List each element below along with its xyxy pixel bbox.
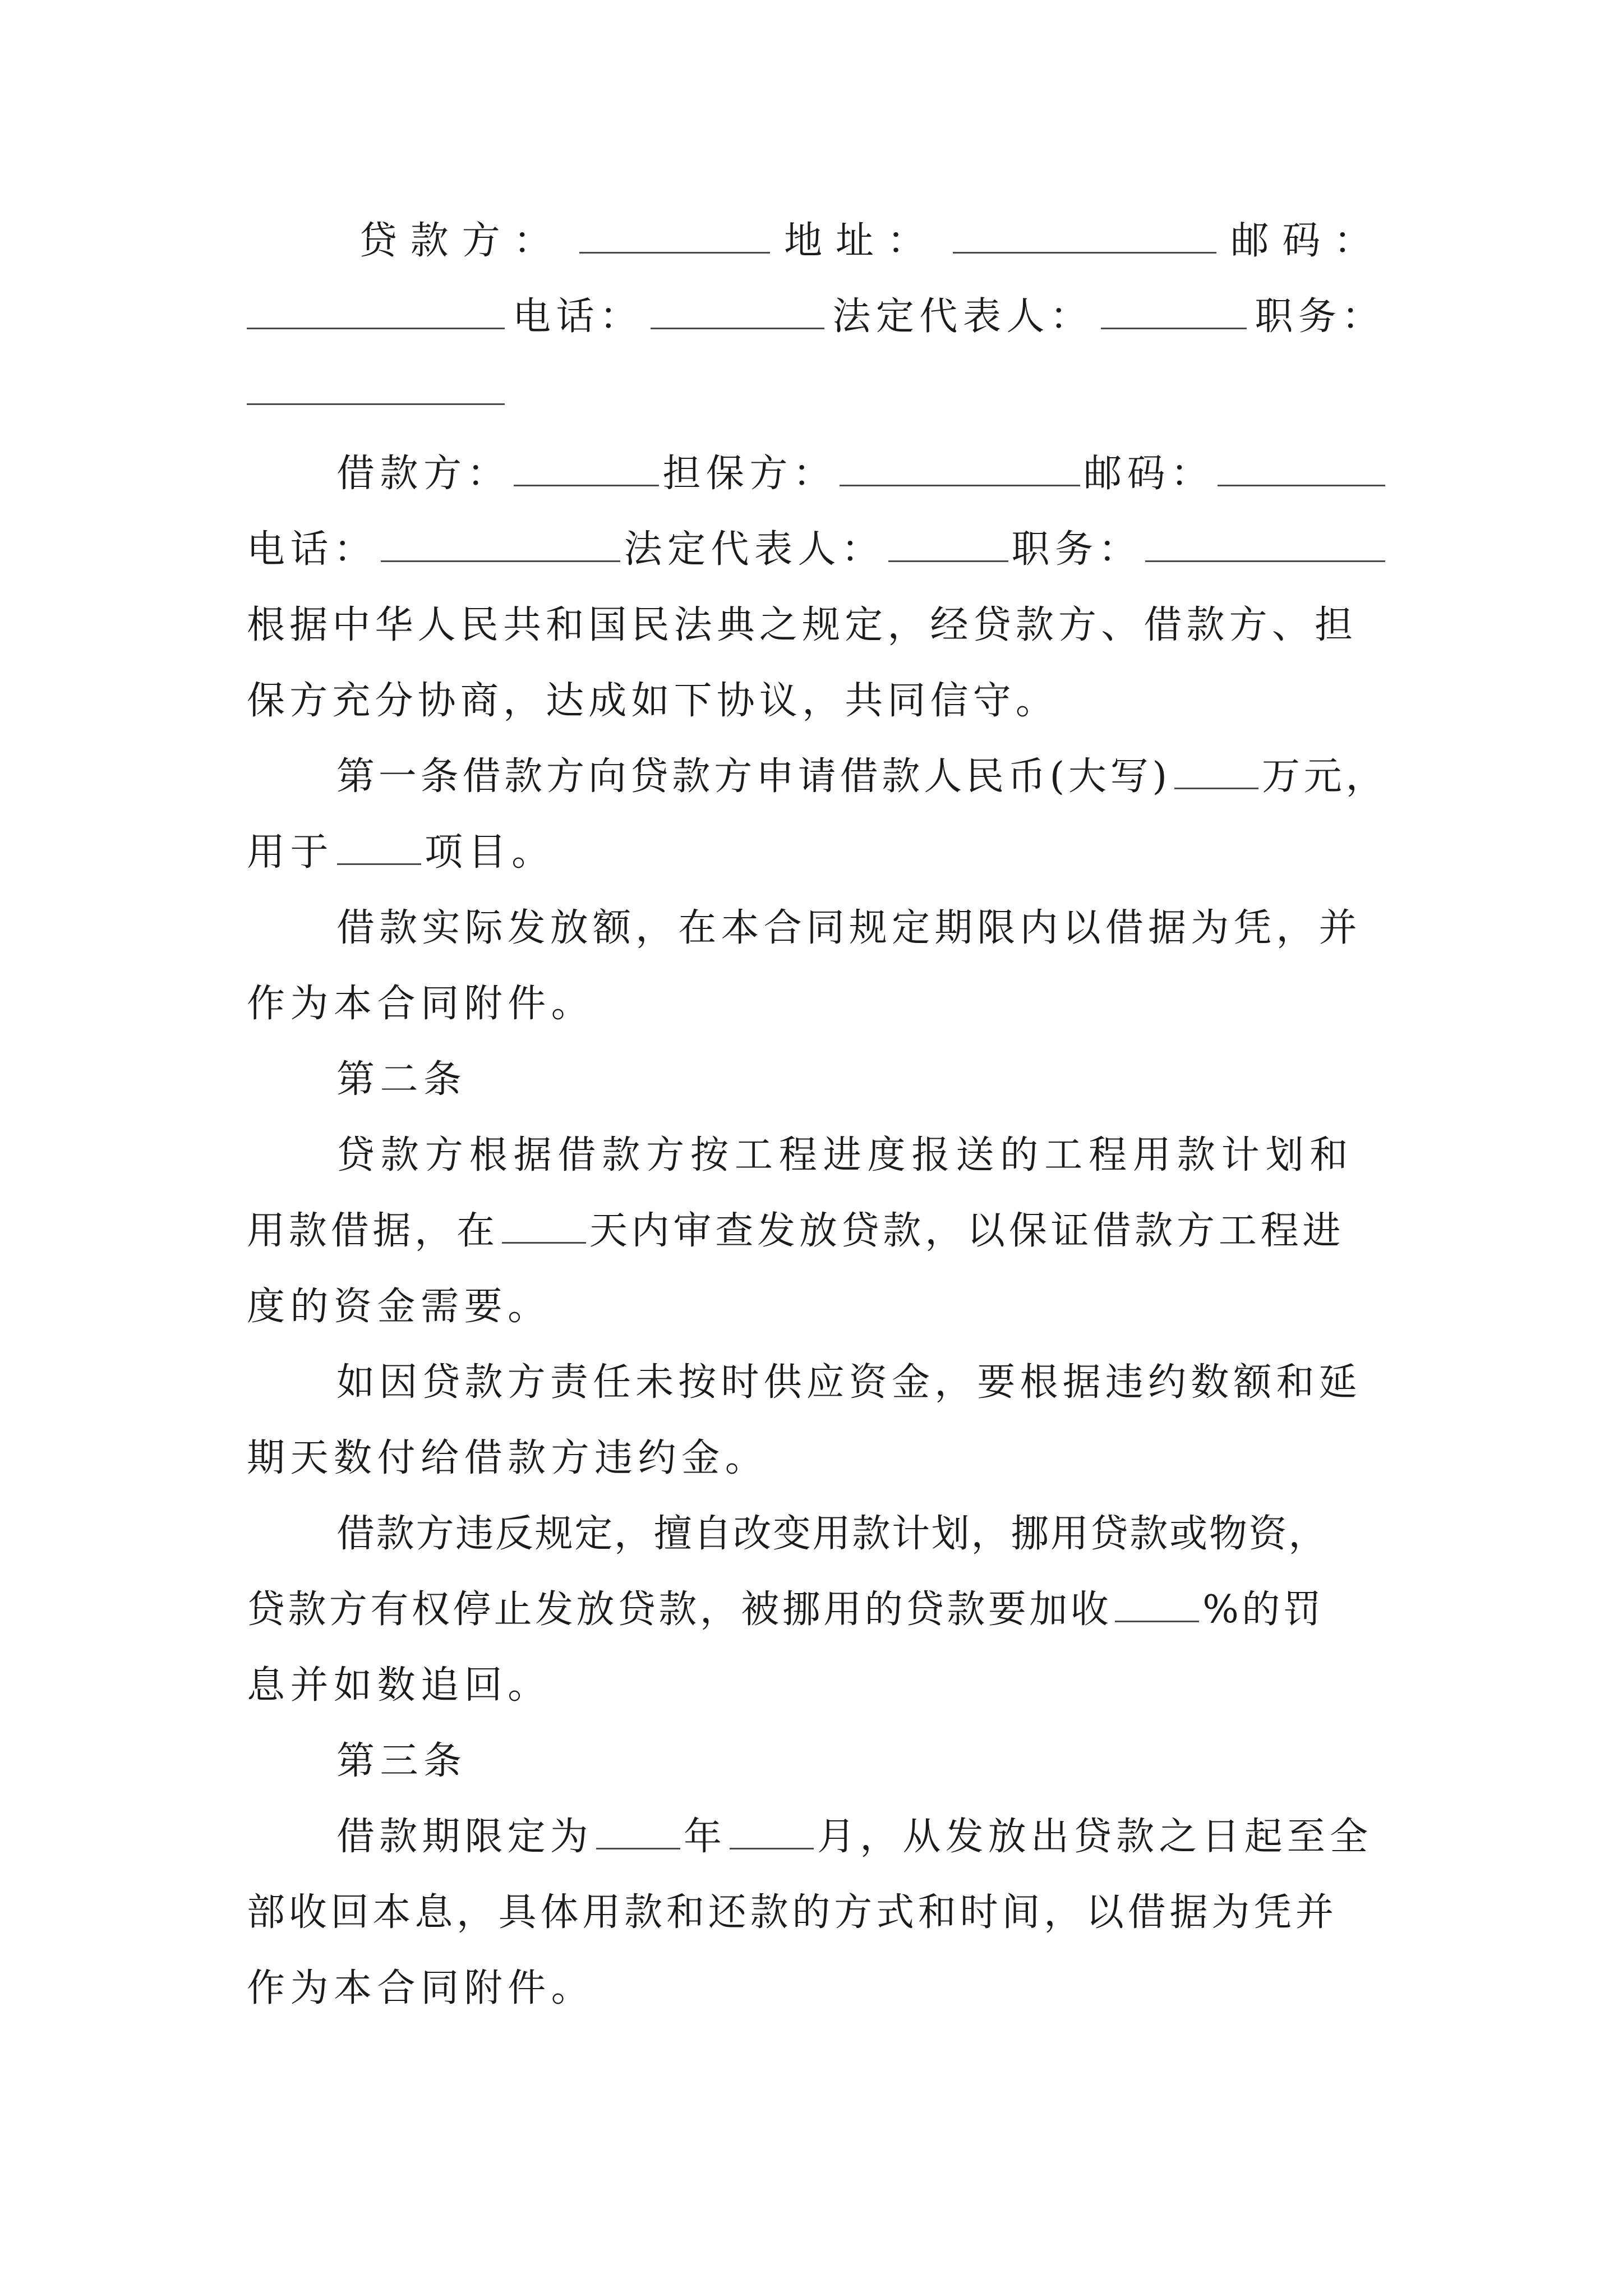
months-blank [730, 1809, 814, 1849]
article2-p2-line-1 [247, 1352, 1385, 1414]
borrower-label: 借款方： [336, 452, 511, 496]
lender-legal-rep-blank [1101, 288, 1247, 329]
lender-legal-rep-label: 法定代表人： [832, 295, 1094, 339]
lender-address-label: 地址： [784, 219, 939, 263]
lender-phone-blank [651, 288, 824, 329]
article1-para2-text-1: 借款实际发放额，在本合同规定期限内以借据为凭，并 [336, 906, 1362, 950]
article2-title [247, 1049, 1385, 1111]
article2-p2-line-2 [247, 1428, 1385, 1489]
penalty-rate-blank [1115, 1581, 1199, 1622]
guarantor-name-blank [840, 445, 1080, 486]
borrower-postcode-label: 邮码： [1083, 452, 1214, 496]
article2-p1-text-1: 贷款方根据借款方按工程进度报送的工程用款计划和 [336, 1133, 1354, 1177]
borrower-position-blank [1145, 521, 1385, 562]
lender-address-blank [953, 213, 1216, 254]
article3-text-3: 作为本合同附件。 [247, 1966, 595, 2010]
article3-title [247, 1731, 1385, 1792]
article3-title-text: 第三条 [336, 1739, 467, 1783]
lender-name-blank [579, 213, 770, 254]
article3-text-1c: 月，从发放出贷款之日起至全 [817, 1815, 1373, 1859]
article3-text-1b: 年 [683, 1815, 727, 1859]
lender-position-blank [247, 364, 505, 405]
article2-p1-line-3 [247, 1276, 1385, 1338]
project-blank [337, 824, 421, 865]
article2-p3-text-2b: %的罚 [1202, 1588, 1325, 1632]
borrower-legal-rep-label: 法定代表人： [624, 527, 885, 572]
lender-line [247, 210, 1385, 272]
article2-p3-line-1 [247, 1503, 1385, 1565]
lender-postcode-blank [247, 288, 505, 329]
article2-p3-line-2 [247, 1579, 1385, 1641]
article2-p3-text-3: 息并如数追回。 [247, 1663, 551, 1708]
article2-p1-line-2 [247, 1200, 1385, 1262]
article2-p1-text-2a: 用款借据，在 [247, 1209, 499, 1253]
article1-text-4: 项目。 [425, 830, 555, 875]
article3-line-1 [247, 1806, 1385, 1868]
borrower-legal-rep-blank [888, 521, 1008, 562]
borrower-phone-blank [381, 521, 621, 562]
borrower-postcode-blank [1218, 445, 1385, 486]
article2-p3-text-1: 借款方违反规定，擅自改变用款计划，挪用贷款或物资， [336, 1512, 1329, 1556]
article3-text-1a: 借款期限定为 [336, 1815, 593, 1859]
article1-para2-line-1 [247, 898, 1385, 959]
article3-text-2: 部收回本息，具体用款和还款的方式和时间，以借据为凭并 [247, 1890, 1338, 1935]
article1-para2-text-2: 作为本合同附件。 [247, 982, 595, 1026]
article1-text-2: 万元， [1261, 754, 1388, 799]
lender-label: 贷款方： [359, 219, 565, 263]
article3-line-2 [247, 1882, 1385, 1944]
guarantor-label: 担保方： [662, 452, 837, 496]
article2-p1-line-1 [247, 1125, 1385, 1186]
amount-blank [1174, 748, 1258, 789]
article1-line-1 [247, 746, 1388, 808]
days-blank [502, 1203, 586, 1244]
borrower-position-label: 职务： [1011, 527, 1142, 572]
intro-line-2 [247, 670, 1385, 732]
article2-p2-text-2: 期天数付给借款方违约金。 [247, 1436, 769, 1480]
article1-line-2 [247, 822, 1385, 884]
article1-text-3: 用于 [247, 830, 334, 875]
borrower-name-blank [514, 445, 659, 486]
intro-text-2: 保方充分协商，达成如下协议，共同信守。 [247, 679, 1059, 723]
article3-line-3 [247, 1958, 1385, 2019]
lender-contact-line [247, 286, 1385, 348]
article2-p1-text-2b: 天内审查发放贷款，以保证借款方工程进 [589, 1209, 1345, 1253]
lender-phone-label: 电话： [512, 295, 643, 339]
article2-p3-text-2a: 贷款方有权停止发放贷款，被挪用的贷款要加收 [247, 1588, 1112, 1632]
article2-title-text: 第二条 [336, 1057, 467, 1102]
years-blank [596, 1809, 680, 1849]
lender-position-line [247, 362, 1385, 424]
article1-text-1: 第一条借款方向贷款方申请借款人民币(大写) [336, 754, 1171, 799]
intro-text-1: 根据中华人民共和国民法典之规定，经贷款方、借款方、担 [247, 603, 1358, 647]
article2-p2-text-1: 如因贷款方责任未按时供应资金，要根据违约数额和延 [336, 1360, 1362, 1405]
article1-para2-line-2 [247, 973, 1385, 1035]
borrower-phone-label: 电话： [247, 527, 377, 572]
lender-postcode-label: 邮码： [1230, 219, 1385, 263]
lender-position-label: 职务： [1255, 295, 1385, 339]
borrower-line [247, 443, 1385, 505]
article2-p3-line-3 [247, 1655, 1385, 1717]
article2-p1-text-3: 度的资金需要。 [247, 1285, 551, 1329]
intro-line-1 [247, 595, 1385, 656]
borrower-contact-line [247, 519, 1385, 581]
